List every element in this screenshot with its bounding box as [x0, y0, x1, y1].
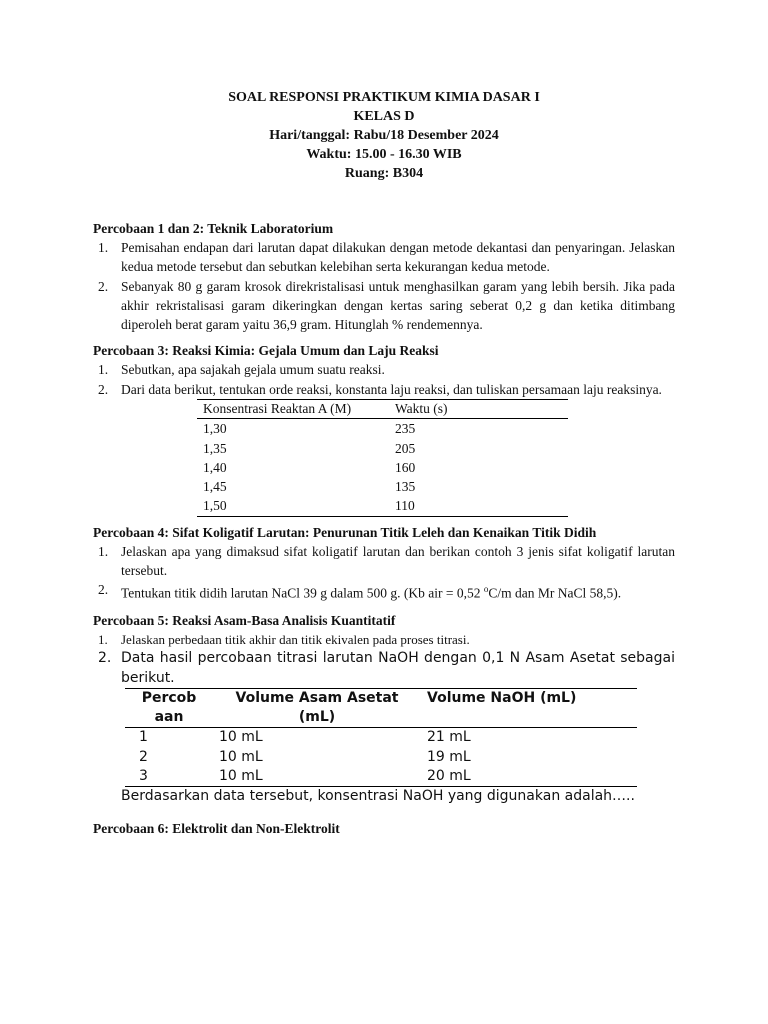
header-title: SOAL RESPONSI PRAKTIKUM KIMIA DASAR I: [228, 90, 540, 105]
reaction-rate-table: [197, 399, 568, 516]
table-row: 1,35 205: [203, 440, 416, 456]
list-item: 2. Sebanyak 80 g garam krosok direkristalisasi untuk menghasilkan garam yang lebih bersih. Jika pada akhir rekristalisasi garam dikeringkan dengan kertas saring seberat 0,2 g dan ketika ditimbang diperoleh berat garam yaitu 36,9 gram. Hitunglah % rendemennya.: [98, 278, 675, 333]
table-row: 1 10 mL 21 mL: [139, 729, 471, 746]
document-header: [93, 88, 675, 183]
table-row: 1,30 235: [203, 421, 416, 437]
section-3-title: Percobaan 3: Reaksi Kimia: Gejala Umum dan Laju Reaksi: [93, 343, 439, 359]
section-5-conclusion: Berdasarkan data tersebut, konsentrasi NaOH yang digunakan adalah…..: [121, 788, 635, 805]
section-1: [93, 219, 675, 334]
section-3: [93, 341, 675, 516]
table-header-cell: Volume Asam Asetat (mL): [213, 689, 421, 728]
list-item: 1. Jelaskan apa yang dimaksud sifat koligatif larutan dan berikan contoh 3 jenis sifat koligatif larutan tersebut.: [98, 543, 675, 578]
table-row: 3 10 mL 20 mL: [139, 767, 471, 784]
header-date: Hari/tanggal: Rabu/18 Desember 2024: [269, 128, 499, 143]
document-page: [93, 88, 675, 838]
table-header-row: [197, 400, 568, 419]
table-row: 1,40 160: [203, 459, 416, 475]
list-item: 2. Data hasil percobaan titrasi larutan NaOH dengan 0,1 N Asam Asetat sebagai berikut.: [98, 650, 675, 686]
section-4: [93, 523, 675, 603]
header-class: KELAS D: [353, 109, 415, 124]
table-header-cell: Konsentrasi Reaktan A (M): [197, 400, 389, 419]
section-4-title: Percobaan 4: Sifat Koligatif Larutan: Penurunan Titik Leleh dan Kenaikan Titik Didih: [93, 524, 597, 540]
section-1-title: Percobaan 1 dan 2: Teknik Laboratorium: [93, 221, 334, 236]
header-time: Waktu: 15.00 - 16.30 WIB: [306, 147, 462, 162]
table-row: 2 10 mL 19 mL: [139, 748, 471, 765]
table-header-cell: Waktu (s): [389, 400, 568, 419]
table-header-cell: Percob aan: [125, 689, 213, 728]
table-row: 1,45 135: [203, 479, 416, 495]
section-4-list: [93, 542, 675, 603]
section-6: [93, 819, 675, 838]
list-item: 1. Pemisahan endapan dari larutan dapat dilakukan dengan metode dekantasi dan penyaringan. Jelaskan kedua metode tersebut dan sebutkan kelebihan serta kekurangan kedua metode.: [98, 240, 675, 275]
section-3-list: [93, 360, 675, 399]
table-header-cell: Volume NaOH (mL): [421, 689, 637, 728]
list-item: 2. Dari data berikut, tentukan orde reaksi, konstanta laju reaksi, dan tuliskan persamaan laju reaksinya.: [98, 381, 662, 397]
header-room: Ruang: B304: [344, 166, 424, 181]
table-header-row: [125, 689, 637, 728]
section-5: [93, 611, 675, 807]
section-6-title: Percobaan 6: Elektrolit dan Non-Elektrolit: [93, 820, 340, 836]
section-1-list: [93, 238, 675, 334]
section-5-list: [93, 630, 675, 688]
list-item: 1. Sebutkan, apa sajakah gejala umum suatu reaksi.: [98, 362, 385, 378]
table-row: 1,50 110: [203, 498, 415, 514]
list-item: 2. Tentukan titik didih larutan NaCl 39 g dalam 500 g. (Kb air = 0,52 $^o$C/m dan Mr NaCl 58,5).: [98, 582, 622, 601]
list-item: 1. Jelaskan perbedaan titik akhir dan titik ekivalen pada proses titrasi.: [98, 631, 470, 647]
section-5-title: Percobaan 5: Reaksi Asam-Basa Analisis Kuantitatif: [93, 612, 396, 628]
titration-table: [125, 688, 637, 787]
